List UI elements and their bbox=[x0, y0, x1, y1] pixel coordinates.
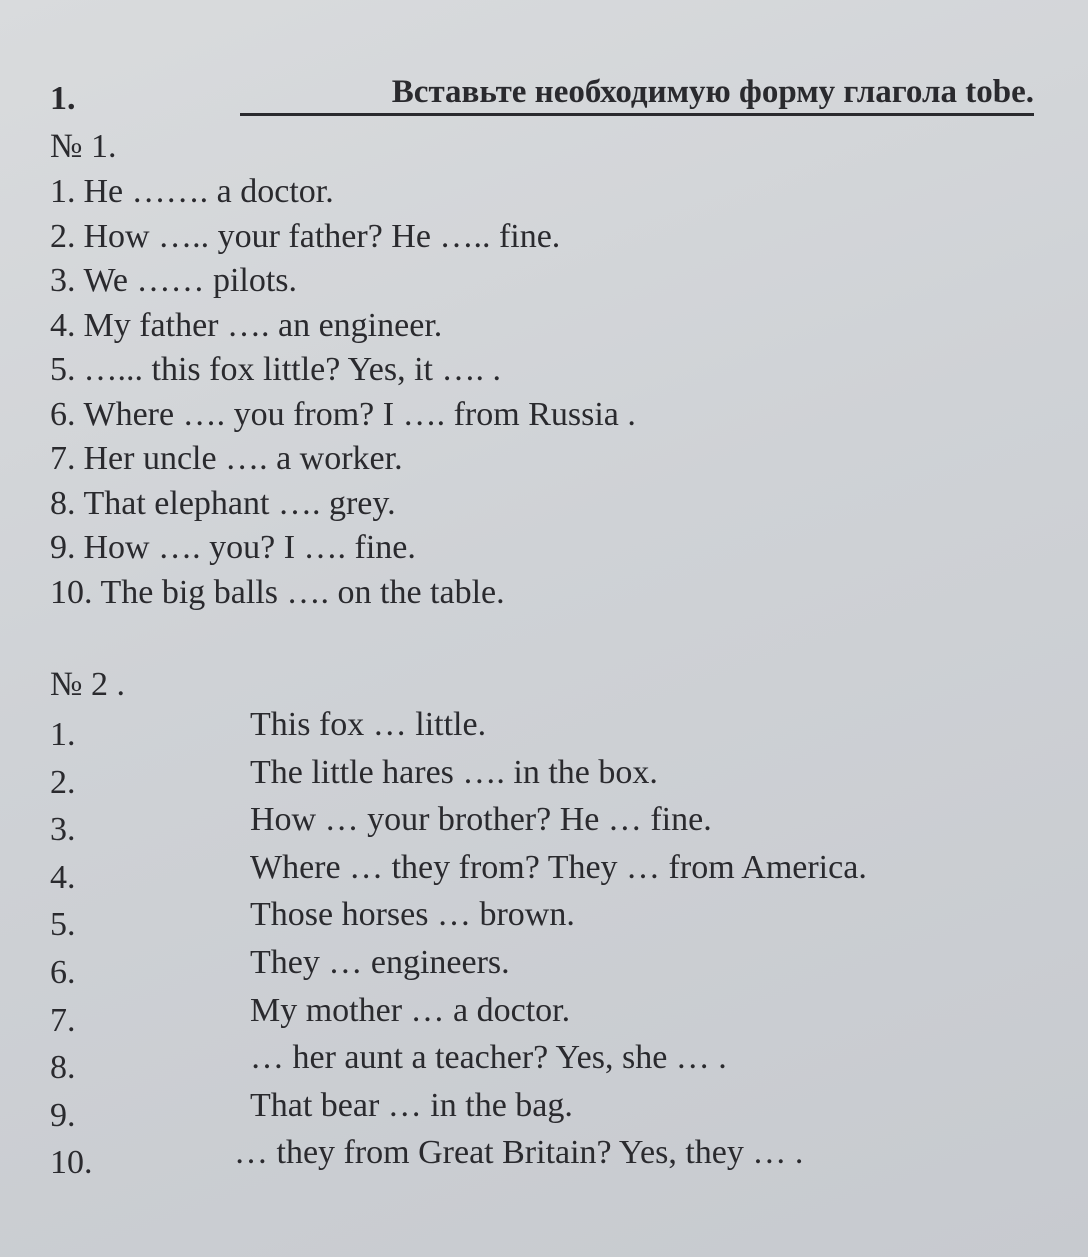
item-text: We …… pilots. bbox=[83, 262, 298, 299]
item-number: 10. bbox=[50, 1144, 93, 1182]
exercise-item bbox=[50, 849, 1050, 897]
exercise-item bbox=[50, 304, 636, 349]
exercise-item bbox=[50, 170, 636, 215]
exercise-item bbox=[50, 437, 636, 482]
exercise-item bbox=[50, 215, 636, 260]
item-number: 3. bbox=[50, 262, 76, 299]
section-1-heading: № 1. bbox=[50, 128, 117, 165]
item-number: 4. bbox=[50, 858, 76, 896]
task-title: Вставьте необходимую форму глагола tobe. bbox=[240, 74, 1034, 116]
exercise-item bbox=[50, 348, 636, 393]
exercise-item bbox=[50, 1087, 1050, 1135]
item-text: … they from Great Britain? Yes, they … . bbox=[234, 1134, 804, 1172]
item-text: How …. you? I …. fine. bbox=[83, 529, 416, 566]
exercise-item bbox=[50, 482, 636, 527]
exercise-item bbox=[50, 393, 636, 438]
exercise-item bbox=[50, 259, 636, 304]
item-text: Where …. you from? I …. from Russia . bbox=[83, 395, 636, 433]
task-number: 1. bbox=[50, 80, 76, 117]
item-text: They … engineers. bbox=[250, 943, 510, 981]
exercise-item bbox=[50, 944, 1050, 992]
item-number: 7. bbox=[50, 1001, 76, 1039]
item-text: The big balls …. on the table. bbox=[100, 573, 505, 611]
exercise-item bbox=[50, 1039, 1050, 1087]
item-text: He ……. a doctor. bbox=[83, 173, 334, 210]
exercise-item bbox=[50, 801, 1050, 849]
section-2-heading: № 2 . bbox=[50, 666, 125, 703]
exercise-item bbox=[50, 896, 1050, 944]
item-text: … her aunt a teacher? Yes, she … . bbox=[250, 1039, 727, 1077]
item-number: 5. bbox=[50, 351, 76, 388]
item-text: Where … they from? They … from America. bbox=[250, 848, 867, 886]
item-number: 10. bbox=[50, 573, 93, 611]
item-number: 8. bbox=[50, 484, 76, 522]
exercise-item bbox=[50, 526, 636, 571]
item-text: …... this fox little? Yes, it …. . bbox=[83, 351, 501, 388]
exercise-item bbox=[50, 754, 1050, 802]
item-text: This fox … little. bbox=[250, 706, 487, 743]
exercise-item bbox=[50, 706, 1050, 754]
item-text: My mother … a doctor. bbox=[250, 991, 571, 1029]
section-2-exercise-list bbox=[50, 706, 1050, 1182]
item-number: 6. bbox=[50, 953, 76, 991]
item-number: 2. bbox=[50, 763, 76, 801]
exercise-item bbox=[50, 1134, 1050, 1182]
item-number: 6. bbox=[50, 395, 76, 433]
item-text: Her uncle …. a worker. bbox=[83, 440, 403, 477]
item-text: My father …. an engineer. bbox=[83, 306, 443, 344]
item-number: 4. bbox=[50, 306, 76, 344]
section-1-exercise-list bbox=[50, 170, 636, 615]
item-text: Those horses … brown. bbox=[250, 896, 575, 934]
item-text: How ….. your father? He ….. fine. bbox=[83, 217, 561, 255]
item-text: That bear … in the bag. bbox=[250, 1086, 573, 1124]
item-number: 9. bbox=[50, 1096, 76, 1134]
item-number: 1. bbox=[50, 716, 76, 753]
item-number: 1. bbox=[50, 173, 76, 210]
item-number: 2. bbox=[50, 217, 76, 255]
exercise-item bbox=[50, 992, 1050, 1040]
item-text: How … your brother? He … fine. bbox=[250, 801, 712, 839]
item-number: 7. bbox=[50, 440, 76, 477]
item-number: 9. bbox=[50, 529, 76, 566]
exercise-item bbox=[50, 571, 636, 616]
item-text: The little hares …. in the box. bbox=[250, 753, 658, 791]
item-number: 5. bbox=[50, 906, 76, 944]
item-number: 3. bbox=[50, 811, 76, 849]
item-text: That elephant …. grey. bbox=[83, 484, 396, 522]
item-number: 8. bbox=[50, 1049, 76, 1087]
